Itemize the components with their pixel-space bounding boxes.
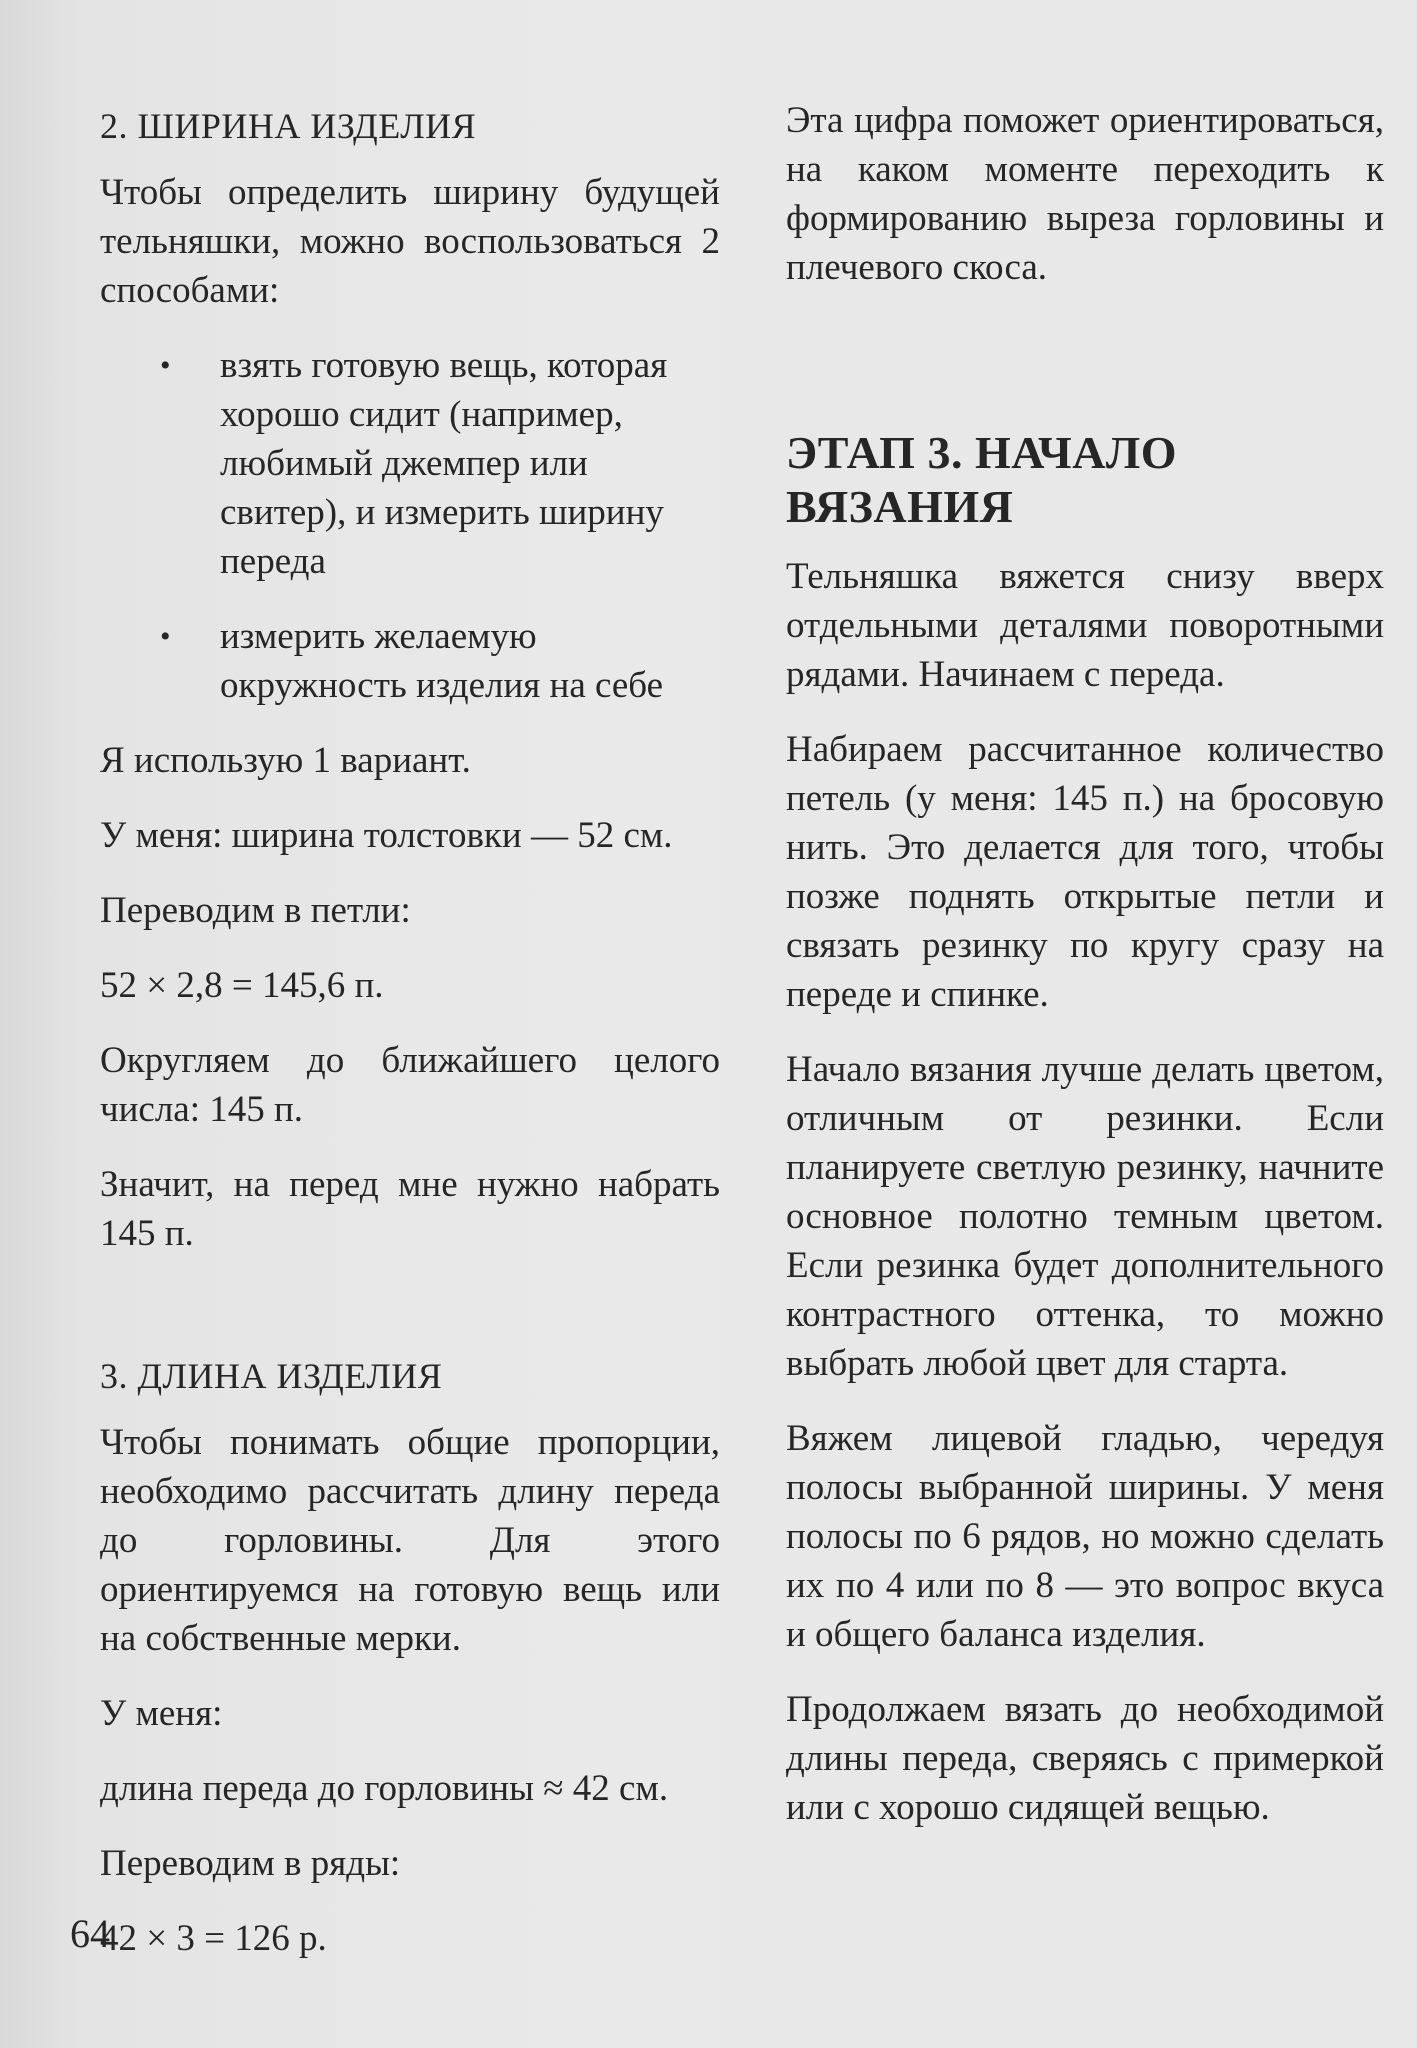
paragraph: Продолжаем вязать до необходимой длины переда, сверяясь с примеркой или с хорошо сидящей вещью.	[786, 1689, 1384, 1828]
page-number: 64	[70, 1911, 110, 1956]
paragraph: Переводим в петли:	[100, 890, 411, 931]
bullet-icon: •	[160, 620, 171, 653]
formula: 52 × 2,8 = 145,6 п.	[100, 965, 384, 1006]
right-column	[786, 96, 1384, 1858]
section-gap	[786, 318, 1384, 426]
paragraph: У меня: ширина толстовки — 52 см.	[100, 815, 673, 856]
paragraph: Вяжем лицевой гладью, чередуя полосы выбранной ширины. У меня полосы по 6 рядов, но можно сделать их по 4 или по 8 — это вопрос вкуса и общего баланса изделия.	[786, 1418, 1384, 1655]
paragraph: длина переда до горловины ≈ 42 см.	[100, 1768, 669, 1809]
list-item	[160, 612, 720, 710]
section-gap	[100, 1284, 720, 1354]
list-item-text: измерить желаемую окружность изделия на себе	[220, 616, 664, 706]
paragraph: Округляем до ближайшего целого числа: 145 п.	[100, 1040, 720, 1130]
section-3-heading: 3. ДЛИНА ИЗДЕЛИЯ	[100, 1356, 443, 1396]
paragraph: Я использую 1 вариант.	[100, 740, 471, 781]
list-item	[160, 341, 720, 586]
stage-3-heading: ЭТАП 3. НАЧАЛО ВЯЗАНИЯ	[786, 427, 1177, 532]
section-2-heading: 2. ШИРИНА ИЗДЕЛИЯ	[100, 106, 477, 146]
section-2-intro: Чтобы определить ширину будущей тельняшки, можно воспользоваться 2 способами:	[100, 172, 720, 311]
paragraph: Эта цифра поможет ориентироваться, на каком моменте переходить к формированию выреза горловины и плечевого скоса.	[786, 100, 1384, 288]
bullet-list	[100, 341, 720, 710]
paragraph: Набираем рассчитанное количество петель (у меня: 145 п.) на бросовую нить. Это делается для того, чтобы позже поднять открытые петли и связать резинку по кругу сразу на переде и спинке.	[786, 729, 1384, 1015]
paragraph: Начало вязания лучше делать цветом, отличным от резинки. Если планируете светлую резинку, начните основное полотно темным цветом. Если резинка будет дополнительного контрастного оттенка, то можно выбрать любой цвет для старта.	[786, 1049, 1384, 1384]
paragraph: У меня:	[100, 1693, 223, 1734]
paragraph: Чтобы понимать общие пропорции, необходимо рассчитать длину переда до горловины. Для этого ориентируемся на готовую вещь или на собственные мерки.	[100, 1422, 720, 1659]
paragraph: Переводим в ряды:	[100, 1843, 401, 1884]
list-item-text: взять готовую вещь, которая хорошо сидит (например, любимый джемпер или свитер), и измерить ширину переда	[220, 345, 668, 582]
bullet-icon: •	[160, 349, 171, 382]
left-column	[100, 104, 720, 1989]
paragraph: Значит, на перед мне нужно набрать 145 п.	[100, 1164, 720, 1254]
formula: 42 × 3 = 126 р.	[100, 1918, 327, 1959]
paragraph: Тельняшка вяжется снизу вверх отдельными деталями поворотными рядами. Начинаем с переда.	[786, 556, 1384, 695]
